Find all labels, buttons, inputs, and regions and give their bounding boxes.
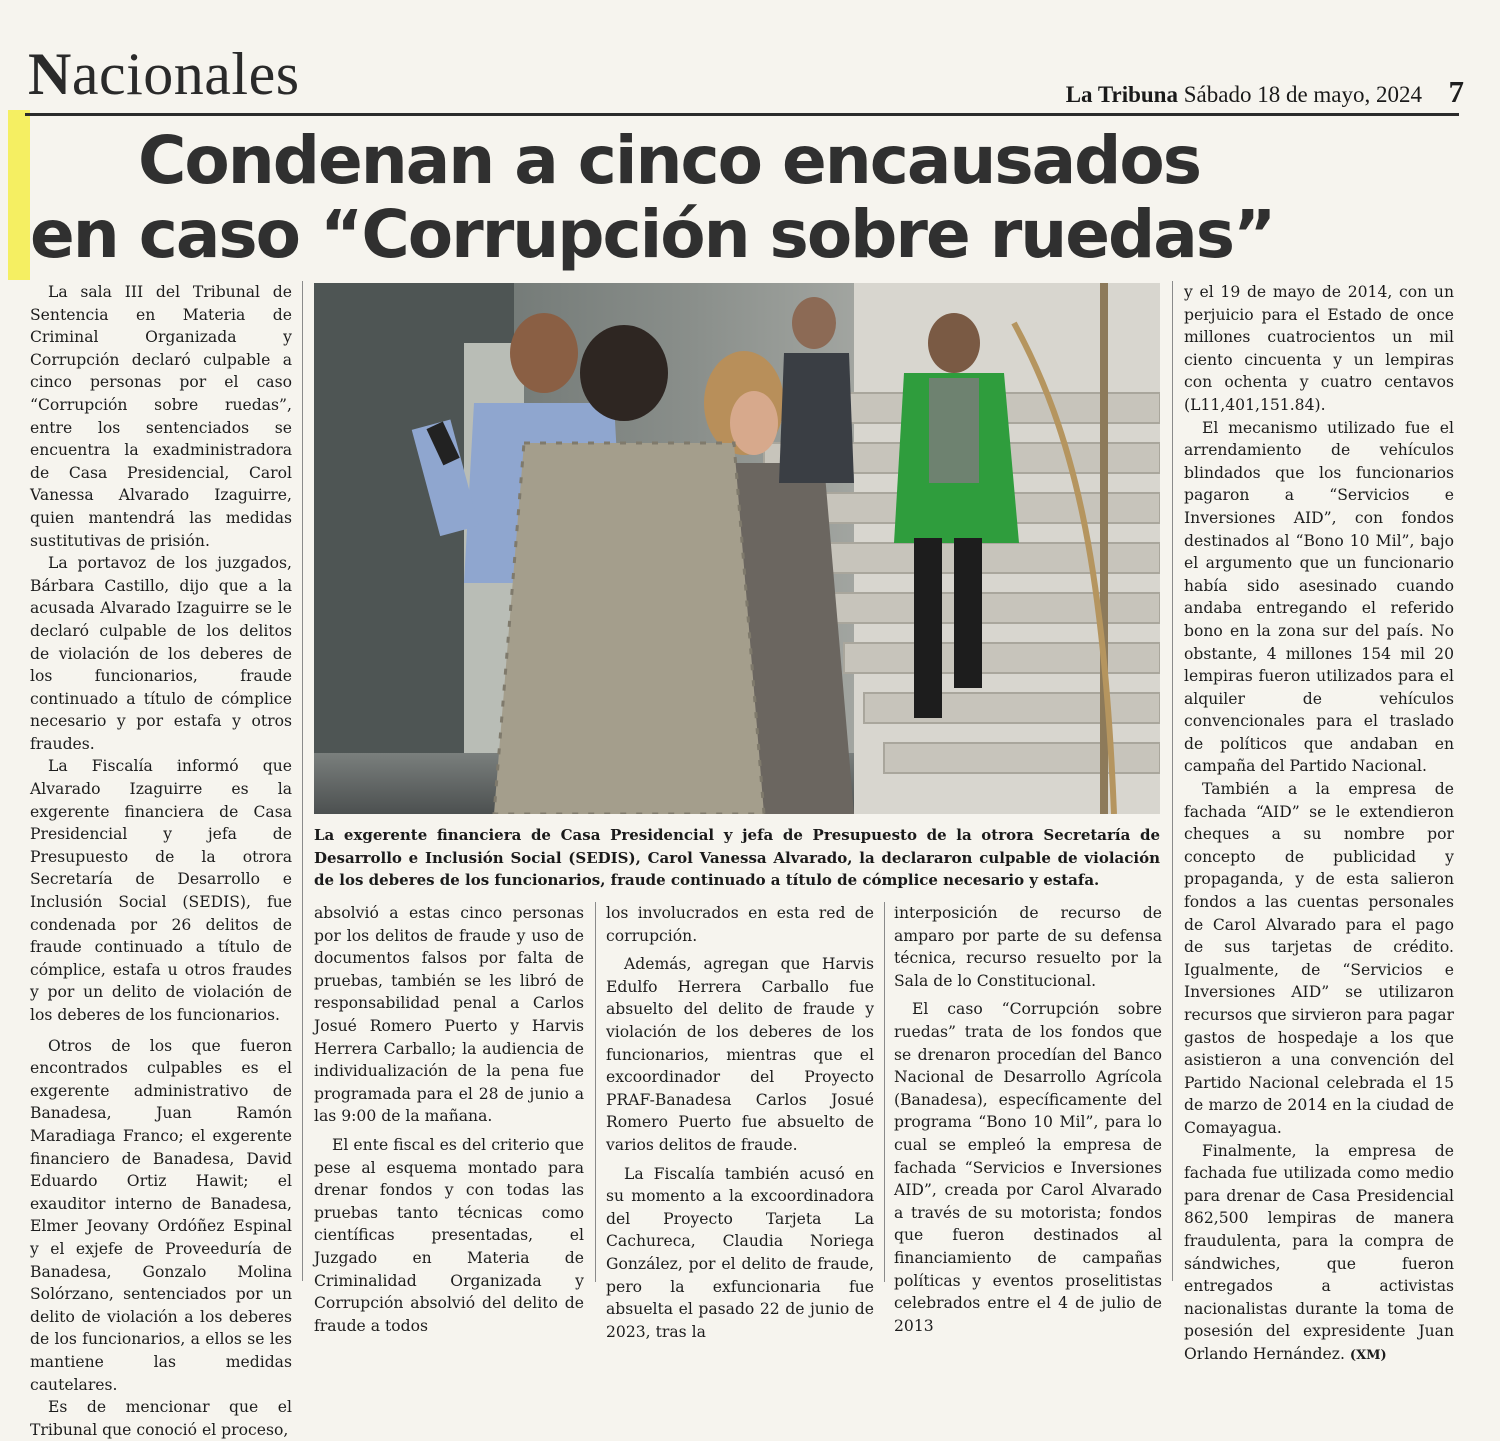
paragraph: Además, agregan que Harvis Edulfo Herrera Carballo fue absuelto del delito de fraude y violación de los deberes de los funcionarios, mientras que el excoordinador del Proyecto PRAF-Banadesa Carlos Josué Romero Puerto fue absuelto de varios delitos de fraude. [606, 955, 874, 1154]
author-signature: (XM) [1349, 1347, 1387, 1363]
paragraph: La Fiscalía informó que Alvarado Izaguirre es la exgerente financiera de Casa Presidencial y jefa de Presupuesto de la otrora Secretaría de Desarrollo e Inclusión Social (SEDIS), fue condenada por 26 delitos de fraude continuado a título de cómplice, estafa u otros fraudes y por un delito de violación de los deberes de los funcionarios. [30, 757, 292, 1024]
column-divider [595, 902, 596, 1282]
column-divider [302, 281, 303, 1281]
paragraph: interposición de recurso de amparo por parte de su defensa técnica, recurso resuelto por la Sala de lo Constitucional. [894, 904, 1162, 990]
column-divider [1172, 281, 1173, 1281]
column-divider [884, 902, 885, 1282]
paragraph: y el 19 de mayo de 2014, con un perjuicio para el Estado de once millones cuatrocientos un mil ciento cincuenta y un lempiras con ochenta y cuatro centavos (L11,401,151.84). [1184, 283, 1454, 414]
article-column-5 [1184, 281, 1454, 1368]
final-paragraph-text: Finalmente, la empresa de fachada fue utilizada como medio para drenar de Casa Presidencial 862,500 lempiras de manera fraudulenta, para la compra de sándwiches, que fueron entregados a activistas nacionalistas durante la toma de posesión del expresidente Juan Orlando Hernández. [1184, 1141, 1454, 1363]
issue-date: Sábado 18 de mayo, 2024 [1183, 82, 1422, 107]
masthead [1066, 82, 1422, 108]
headline-line-2: en caso “Corrupción sobre ruedas” [30, 196, 1275, 273]
paragraph: La portavoz de los juzgados, Bárbara Castillo, dijo que a la acusada Alvarado Izaguirre se le declaró culpable de los delitos de violación de los deberes de los funcionarios, fraude continuado a título de cómplice necesario y por estafa y otros fraudes. [30, 554, 292, 753]
paragraph [1184, 1140, 1454, 1368]
section-title: Nacionales [28, 41, 300, 107]
paragraph: Es de mencionar que el Tribunal que conoció el proceso, [30, 1398, 292, 1439]
headline [30, 124, 1470, 272]
headline-line-1: Condenan a cinco encausados [138, 122, 1201, 199]
paragraph: El mecanismo utilizado fue el arrendamiento de vehículos blindados que los funcionarios pagaron a “Servicios e Inversiones AID”, con fondos destinados al “Bono 10 Mil”, bajo el argumento que un funcionario había sido asesinado cuando andaba entregando el referido bono en la zona sur del país. No obstante, 4 millones 154 mil 20 lempiras fueron utilizados para el alquiler de vehículos convencionales para el traslado de políticos que andaban en campaña del Partido Nacional. [1184, 418, 1454, 776]
article-column-3 [606, 902, 874, 1343]
paragraph: absolvió a estas cinco personas por los delitos de fraude y uso de documentos falsos por falta de pruebas, también se les libró de responsabilidad penal a Carlos Josué Romero Puerto y Harvis Herrera Carballo; la audiencia de individualización de la pena fue programada para el 28 de junio a las 9:00 de la mañana. [314, 904, 584, 1126]
paragraph: El caso “Corrupción sobre ruedas” trata de los fondos que se drenaron procedían del Banco Nacional de Desarrollo Agrícola (Banadesa), específicamente del programa “Bono 10 Mil”, para lo cual se empleó la empresa de fachada “Servicios e Inversiones AID”, creada por Carol Alvarado a través de su motorista; fondos que fueron destinados al financiamiento de campañas políticas y eventos proselitistas celebrados entre el 4 de julio de 2013 [894, 1000, 1162, 1335]
paragraph: También a la empresa de fachada “AID” se le extendieron cheques a su nombre por concepto de publicidad y propaganda, y de esta salieron fondos a las cuentas personales de Carol Alvarado para el pago de sus tarjetas de crédito. Igualmente, de “Servicios e Inversiones AID” se utilizaron recursos que sirvieron para pagar gastos de hospedaje a los que asistieron a una convención del Partido Nacional celebrada el 15 de marzo de 2014 en la ciudad de Comayagua. [1184, 780, 1454, 1137]
paragraph: El ente fiscal es del criterio que pese al esquema montado para drenar fondos y con todas las pruebas tanto técnicas como científicas presentadas, el Juzgado en Materia de Criminalidad Organizada y Corrupción absolvió del delito de fraude a todos [314, 1135, 584, 1335]
paragraph: Otros de los que fueron encontrados culpables es el exgerente administrativo de Banadesa, Juan Ramón Maradiaga Franco; el exgerente financiero de Banadesa, David Eduardo Ortiz Hawit; el exauditor interno de Banadesa, Elmer Jeovany Ordóñez Espinal y el exjefe de Proveeduría de Banadesa, Gonzalo Molina Solórzano, sentenciados por un delito de violación a los deberes de los funcionarios, a ellos se les mantiene las medidas cautelares. [30, 1036, 292, 1394]
paragraph: La Fiscalía también acusó en su momento a la excoordinadora del Proyecto Tarjeta La Cachureca, Claudia Noriega González, por el delito de fraude, pero la exfuncionaria fue absuelta el pasado 22 de junio de 2023, tras la [606, 1164, 874, 1341]
news-photo [314, 283, 1160, 814]
paragraph: La sala III del Tribunal de Sentencia en Materia de Criminal Organizada y Corrupción declaró culpable a cinco personas por el caso “Corrupción sobre ruedas”, entre los sentenciados se encuentra la exadministradora de Casa Presidencial, Carol Vanessa Alvarado Izaguirre, quien mantendrá las medidas sustitutivas de prisión. [30, 283, 292, 550]
highlight-mark [8, 110, 30, 280]
page-number: 7 [1448, 74, 1464, 109]
publication-name: La Tribuna [1065, 82, 1178, 107]
article-column-2 [314, 902, 584, 1337]
article-column-1 [30, 281, 292, 1441]
paragraph: los involucrados en esta red de corrupción. [606, 904, 874, 945]
photo-illustration [314, 283, 1160, 814]
header-rule [25, 113, 1459, 116]
photo-caption: La exgerente financiera de Casa Presidencial y jefa de Presupuesto de la otrora Secretaría de Desarrollo e Inclusión Social (SEDIS), Carol Vanessa Alvarado, la declararon culpable de violación de los deberes de los funcionarios, fraude continuado a título de cómplice necesario y estafa. [314, 826, 1160, 890]
article-column-4 [894, 902, 1162, 1337]
